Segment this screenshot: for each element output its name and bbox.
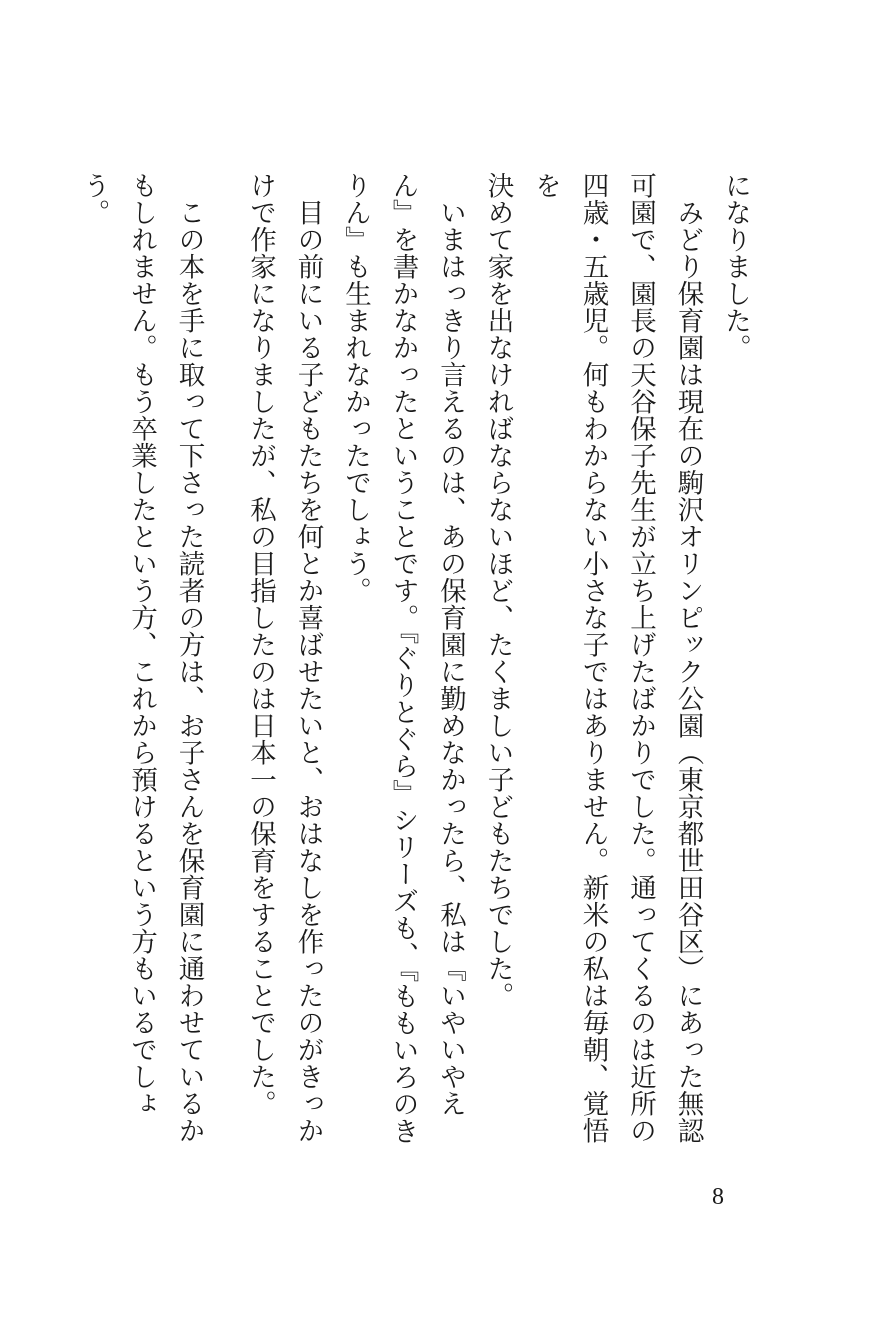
text-line: りん』も生まれなかったでしょう。 [340,172,371,604]
page-number: 8 [712,1184,724,1210]
text-line: みどり保育園は現在の駒沢オリンピック公園（東京都世田谷区）にあった無認 [672,172,704,1144]
text-line: 決めて家を出なければならないほど、たくましい子どもたちでした。 [482,172,514,1009]
text-line: 目の前にいる子どもたちを何とか喜ばせたいと、おはなしを作ったのがきっか [292,172,324,1144]
text-line: もしれません。もう卒業したという方、これから預けるという方もいるでしょう。 [78,172,157,1117]
text-line: ん』を書かなかったということです。『ぐりとぐら』シリーズも、『ももいろのき [387,172,419,1145]
text-line: けで作家になりましたが、私の目指したのは日本一の保育をすることでした。 [245,172,276,1117]
text-line: いまはっきり言えるのは、あの保育園に勤めなかったら、私は『いやいやえ [435,172,466,1117]
paragraph-gap [213,172,237,1162]
text-line: になりました。 [720,172,751,361]
text-line: 四歳・五歳児。何もわからない小さな子ではありません。新米の私は毎朝、覚悟を [530,172,609,1144]
text-line: この本を手に取って下さった読者の方は、お子さんを保育園に通わせているか [173,172,205,1144]
text-line: 可園で、園長の天谷保子先生が立ち上げたばかりでした。通ってくるのは近所の [625,172,656,1144]
body-text [70,172,759,1162]
